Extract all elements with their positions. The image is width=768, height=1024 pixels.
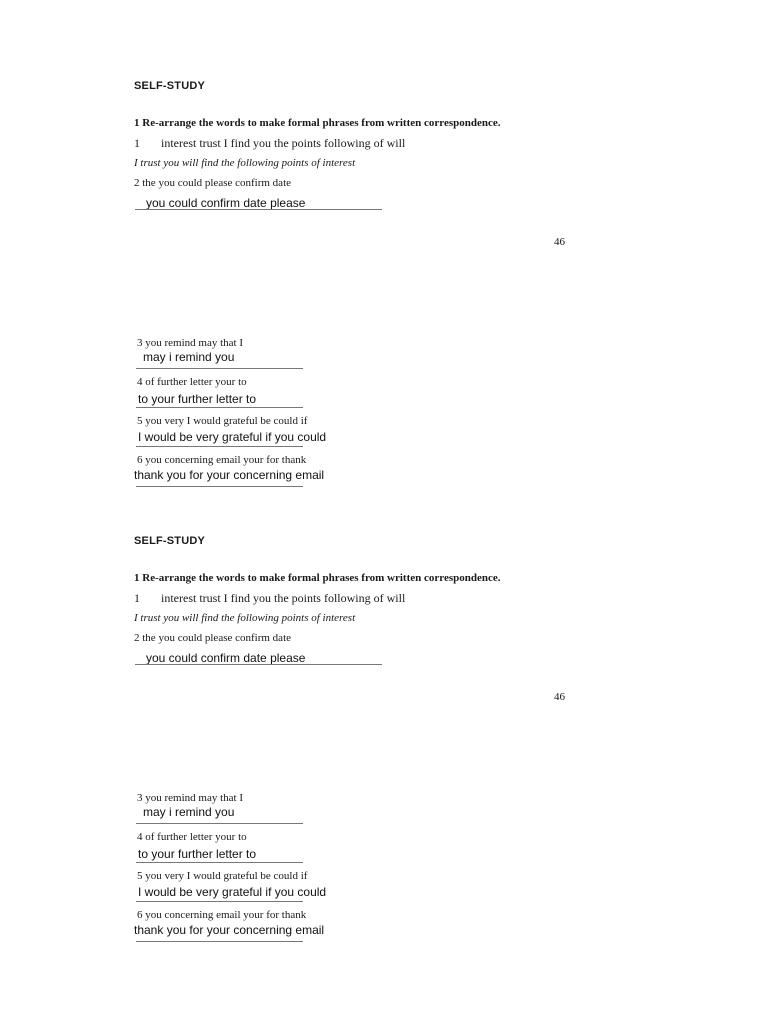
page-number: 46 [554,691,565,703]
question-3: 3 you remind may that I [137,792,244,804]
answer-line [135,209,382,210]
question-2: 2 the you could please confirm date [134,632,292,644]
exercise-instruction: 1 Re-arrange the words to make formal phrases from written correspondence. [134,572,501,584]
answer-line [136,368,303,369]
question-5: 5 you very I would grateful be could if [137,870,308,882]
question-1-number: 1 [134,136,140,150]
answer-6: thank you for your concerning email [134,923,325,937]
page-number: 46 [554,236,565,248]
question-1-words: interest trust I find you the points following of will [161,591,406,605]
answer-2: you could confirm date please [146,196,306,210]
model-answer: I trust you will find the following points of interest [134,612,356,624]
answer-line [136,446,303,447]
section-heading: SELF-STUDY [134,80,206,92]
answer-line [136,407,303,408]
question-1 [134,591,405,606]
answer-line [136,823,303,824]
question-4: 4 of further letter your to [137,376,247,388]
model-answer: I trust you will find the following points of interest [134,157,356,169]
question-4: 4 of further letter your to [137,831,247,843]
answer-3: may i remind you [143,805,235,819]
answer-3: may i remind you [143,350,235,364]
question-3: 3 you remind may that I [137,337,244,349]
exercise-block-2 [0,455,768,937]
question-1 [134,136,405,151]
answer-line [136,941,303,942]
answer-4: to your further letter to [138,847,257,861]
answer-line [136,901,303,902]
question-1-words: interest trust I find you the points following of will [161,136,406,150]
exercise-block-1 [0,0,768,482]
answer-line [135,664,382,665]
section-heading: SELF-STUDY [134,535,206,547]
question-1-number: 1 [134,591,140,605]
question-2: 2 the you could please confirm date [134,177,292,189]
answer-4: to your further letter to [138,392,257,406]
answer-2: you could confirm date please [146,651,306,665]
question-6: 6 you concerning email your for thank [137,909,307,921]
question-6: 6 you concerning email your for thank [137,454,307,466]
answer-5: I would be very grateful if you could [138,430,327,444]
answer-line [136,862,303,863]
answer-6: thank you for your concerning email [134,468,325,482]
answer-5: I would be very grateful if you could [138,885,327,899]
exercise-instruction: 1 Re-arrange the words to make formal phrases from written correspondence. [134,117,501,129]
question-5: 5 you very I would grateful be could if [137,415,308,427]
